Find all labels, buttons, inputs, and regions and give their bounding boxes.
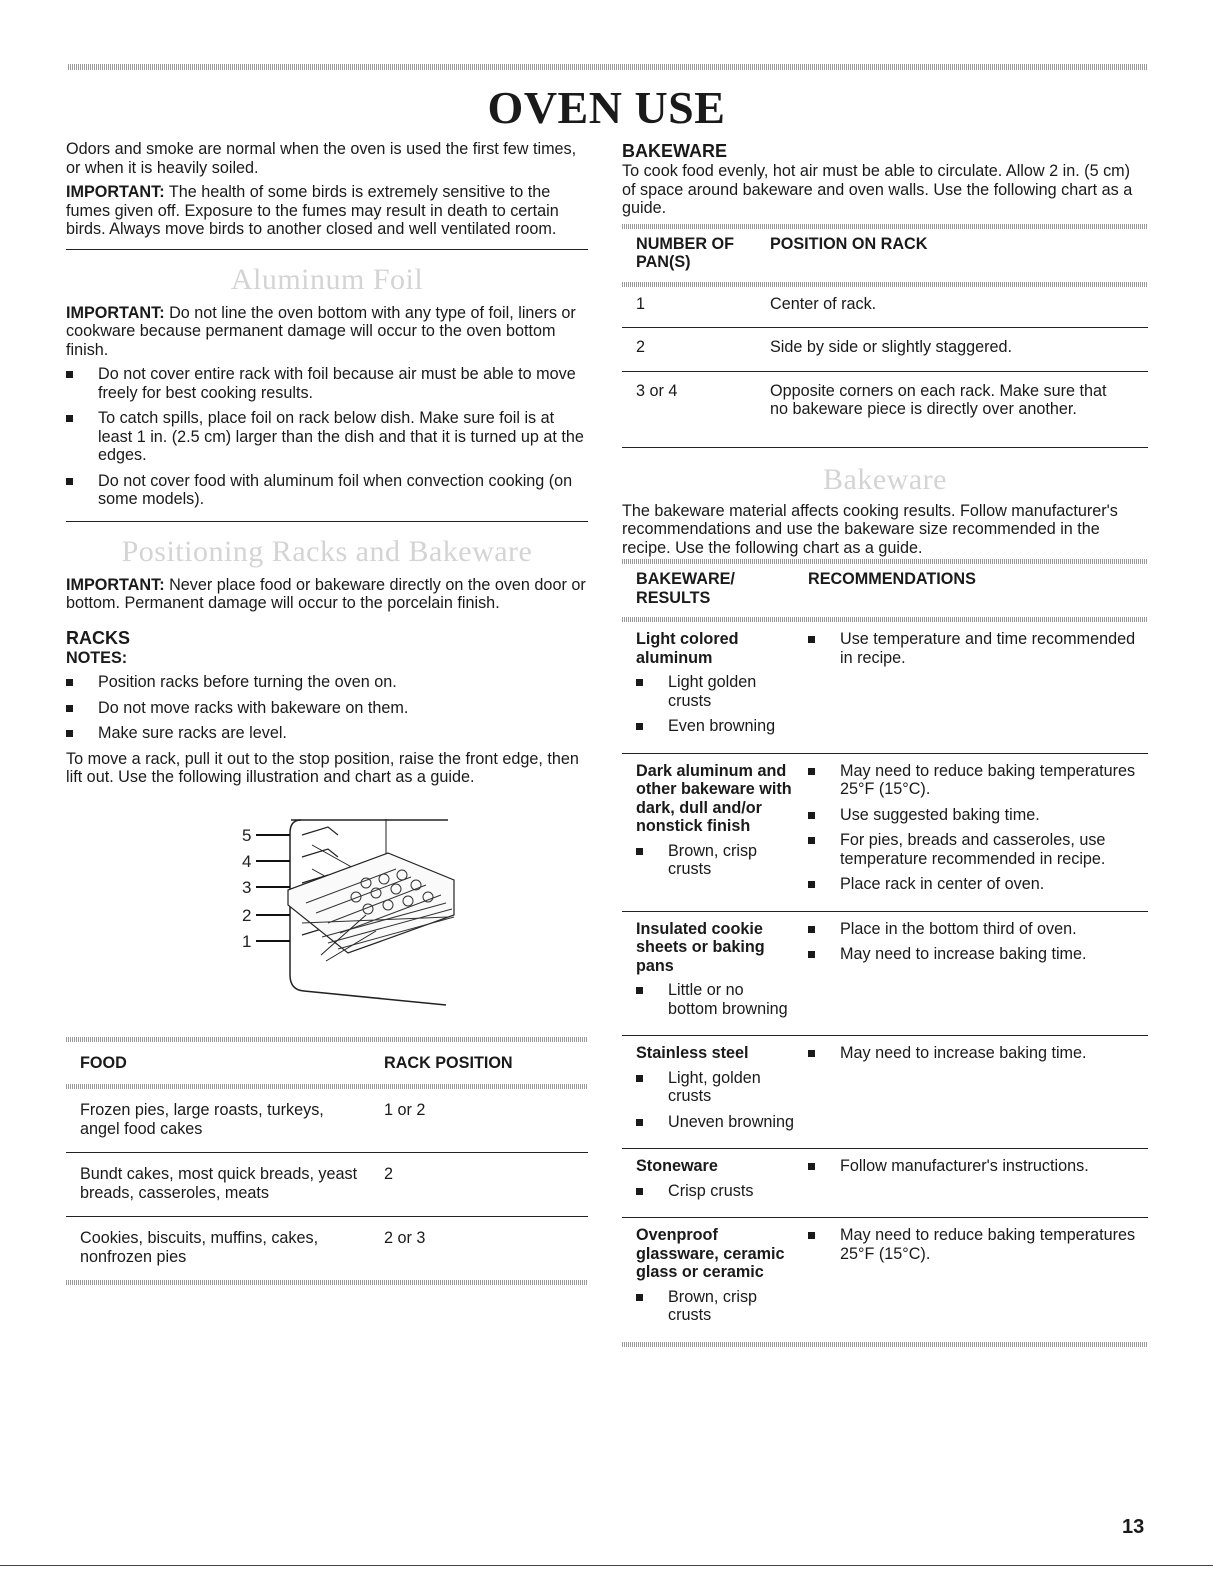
list-item: Even browning	[636, 717, 794, 736]
racks-heading: RACKS	[66, 627, 131, 648]
table-header	[66, 1042, 588, 1085]
results-list	[636, 981, 794, 1018]
list-item: Position racks before turning the oven on.	[66, 673, 588, 692]
divider	[66, 521, 588, 522]
pan-count-cell: 3 or 4	[636, 381, 678, 400]
list-item: Do not move racks with bakeware on them.	[66, 699, 588, 718]
bakeware-type: Stainless steel	[636, 1044, 749, 1062]
table-row	[622, 287, 1148, 328]
rack-position-cell: 2	[384, 1165, 394, 1183]
results-list	[636, 1069, 794, 1132]
table-row	[66, 1089, 588, 1152]
table-row	[66, 1153, 588, 1216]
recommendations-list	[808, 630, 1148, 743]
list-item: May need to increase baking time.	[808, 945, 1148, 964]
list-item: Use suggested baking time.	[808, 806, 1148, 825]
bakeware-type: Ovenproof glassware, ceramic glass or ceramic	[636, 1226, 785, 1281]
column-header-bakeware-results: BAKEWARE/ RESULTS	[636, 570, 735, 607]
bakeware-cell	[636, 1044, 808, 1138]
bakeware-cell	[636, 630, 808, 743]
pan-count-cell: 1	[636, 294, 646, 313]
important-label: IMPORTANT:	[66, 183, 165, 201]
list-item: Make sure racks are level.	[66, 724, 588, 743]
intro-important	[66, 183, 588, 239]
important-text: Do not line the oven bottom with any type of foil, liners or cookware because permanent damage will occur to the oven bottom finish.	[66, 303, 576, 359]
food-cell: Cookies, biscuits, muffins, cakes, nonfrozen pies	[80, 1229, 319, 1266]
recommendations-list	[808, 1226, 1148, 1332]
results-list	[636, 842, 794, 879]
results-list	[636, 673, 794, 736]
table-row	[622, 328, 1148, 371]
left-column	[66, 140, 588, 1285]
list-item: Place in the bottom third of oven.	[808, 920, 1148, 939]
top-dotted-rule	[68, 64, 1148, 70]
dotted-rule	[66, 1280, 588, 1285]
table-header	[622, 564, 1148, 617]
column-header-rack-position: RACK POSITION	[384, 1053, 513, 1072]
bakeware-cell	[636, 1157, 808, 1207]
list-item: For pies, breads and casseroles, use temperature recommended in recipe.	[808, 831, 1148, 868]
bakeware-type: Insulated cookie sheets or baking pans	[636, 919, 765, 975]
list-item: Light golden crusts	[636, 673, 794, 710]
column-header-food: FOOD	[80, 1053, 127, 1072]
rack-label: 2	[242, 905, 252, 925]
rack-label: 5	[242, 825, 252, 845]
list-item: To catch spills, place foil on rack below dish. Make sure foil is at least 1 in. (2.5 cm) larger than the dish and that it is turned up at the edges.	[66, 409, 588, 465]
list-item: Do not cover entire rack with foil because air must be able to move freely for best cooking results.	[66, 365, 588, 402]
oven-rack-illustration	[66, 805, 588, 1025]
results-list	[636, 1288, 794, 1325]
bottom-rule	[0, 1565, 1213, 1566]
table-header	[622, 229, 1148, 282]
list-item: Little or no bottom browning	[636, 981, 794, 1018]
food-cell: Frozen pies, large roasts, turkeys, angel food cakes	[80, 1101, 324, 1138]
foil-heading: Aluminum Foil	[230, 262, 424, 296]
important-label: IMPORTANT:	[66, 303, 165, 322]
list-item: Place rack in center of oven.	[808, 875, 1148, 894]
pan-position-cell: Center of rack.	[770, 294, 877, 313]
table-row	[622, 372, 1148, 447]
notes-heading: NOTES:	[66, 648, 128, 667]
pan-position-table	[622, 224, 1148, 448]
table-row	[622, 1036, 1148, 1148]
table-row	[622, 622, 1148, 753]
food-cell: Bundt cakes, most quick breads, yeast breads, casseroles, meats	[80, 1165, 358, 1202]
table-row	[622, 912, 1148, 1036]
list-item: May need to reduce baking temperatures 25°F (15°C).	[808, 762, 1148, 799]
rack-label: 4	[242, 851, 252, 871]
bakeware-section-heading: Bakeware	[823, 462, 947, 496]
list-item: May need to reduce baking temperatures 25°F (15°C).	[808, 1226, 1148, 1263]
column-header-recommendations: RECOMMENDATIONS	[808, 570, 976, 588]
recommendations-list	[808, 1157, 1148, 1207]
right-column	[622, 140, 1148, 1347]
page-title: OVEN USE	[487, 82, 726, 133]
bakeware-heading: BAKEWARE	[622, 141, 728, 161]
list-item: Use temperature and time recommended in recipe.	[808, 630, 1148, 667]
list-item: Brown, crisp crusts	[636, 842, 794, 879]
bakeware-type: Dark aluminum and other bakeware with dark, dull and/or nonstick finish	[636, 761, 792, 835]
pan-position-cell: Opposite corners on each rack. Make sure that no bakeware piece is directly over another.	[770, 381, 1107, 418]
rack-positions-illustration	[66, 805, 588, 1025]
positioning-important	[66, 576, 588, 613]
column-header-number-of-pans: NUMBER OF PAN(S)	[636, 234, 735, 271]
pan-count-cell: 2	[636, 338, 646, 356]
rack-position-cell: 1 or 2	[384, 1101, 426, 1119]
table-row	[66, 1217, 588, 1280]
list-item: Light, golden crusts	[636, 1069, 794, 1106]
move-rack-text: To move a rack, pull it out to the stop position, raise the front edge, then lift out. Use the following illustration and chart as a guide.	[66, 749, 579, 786]
table-row	[622, 754, 1148, 911]
list-item: Crisp crusts	[636, 1182, 794, 1201]
recommendations-list	[808, 762, 1148, 901]
list-item: Follow manufacturer's instructions.	[808, 1157, 1148, 1176]
notes-list	[66, 673, 588, 743]
positioning-heading: Positioning Racks and Bakeware	[121, 534, 533, 568]
list-item: May need to increase baking time.	[808, 1044, 1148, 1063]
important-text: The health of some birds is extremely sensitive to the fumes given off. Exposure to the fumes may result in death to certain birds. Always move birds to another closed and well ventilated room.	[66, 183, 559, 238]
bakeware-section-text: The bakeware material affects cooking results. Follow manufacturer's recommendations and use the bakeware size recommended in the recipe. Use the following chart as a guide.	[622, 501, 1118, 557]
list-item: Do not cover food with aluminum foil when convection cooking (on some models).	[66, 472, 588, 509]
bakeware-type: Stoneware	[636, 1157, 718, 1175]
list-item: Brown, crisp crusts	[636, 1288, 794, 1325]
recommendations-list	[808, 920, 1148, 1026]
rack-label: 1	[242, 931, 252, 951]
pan-position-cell: Side by side or slightly staggered.	[770, 338, 1013, 356]
food-rack-table	[66, 1037, 588, 1286]
column-header-position-on-rack: POSITION ON RACK	[770, 234, 928, 253]
intro-paragraph: Odors and smoke are normal when the oven is used the first few times, or when it is heavily soiled.	[66, 140, 577, 177]
table-row	[622, 1218, 1148, 1342]
bakeware-recommendations-table	[622, 559, 1148, 1347]
page-number: 13	[1122, 1516, 1145, 1538]
foil-important	[66, 304, 588, 360]
bakeware-cell	[636, 1226, 808, 1332]
important-text: Never place food or bakeware directly on the oven door or bottom. Permanent damage will occur to the porcelain finish.	[66, 575, 586, 612]
table-row	[622, 1149, 1148, 1217]
foil-bullet-list	[66, 365, 588, 509]
recommendations-list	[808, 1044, 1148, 1138]
bakeware-type: Light colored aluminum	[636, 630, 739, 667]
rack-position-cell: 2 or 3	[384, 1229, 426, 1247]
important-label: IMPORTANT:	[66, 575, 165, 594]
rack-label: 3	[242, 877, 252, 897]
bakeware-text: To cook food evenly, hot air must be able to circulate. Allow 2 in. (5 cm) of space around bakeware and oven walls. Use the following chart as a guide.	[622, 162, 1133, 217]
divider	[66, 249, 588, 250]
row-divider	[622, 447, 1148, 448]
bakeware-cell	[636, 762, 808, 901]
bakeware-cell	[636, 920, 808, 1026]
results-list	[636, 1182, 794, 1201]
dotted-rule	[622, 1342, 1148, 1347]
list-item: Uneven browning	[636, 1113, 794, 1132]
